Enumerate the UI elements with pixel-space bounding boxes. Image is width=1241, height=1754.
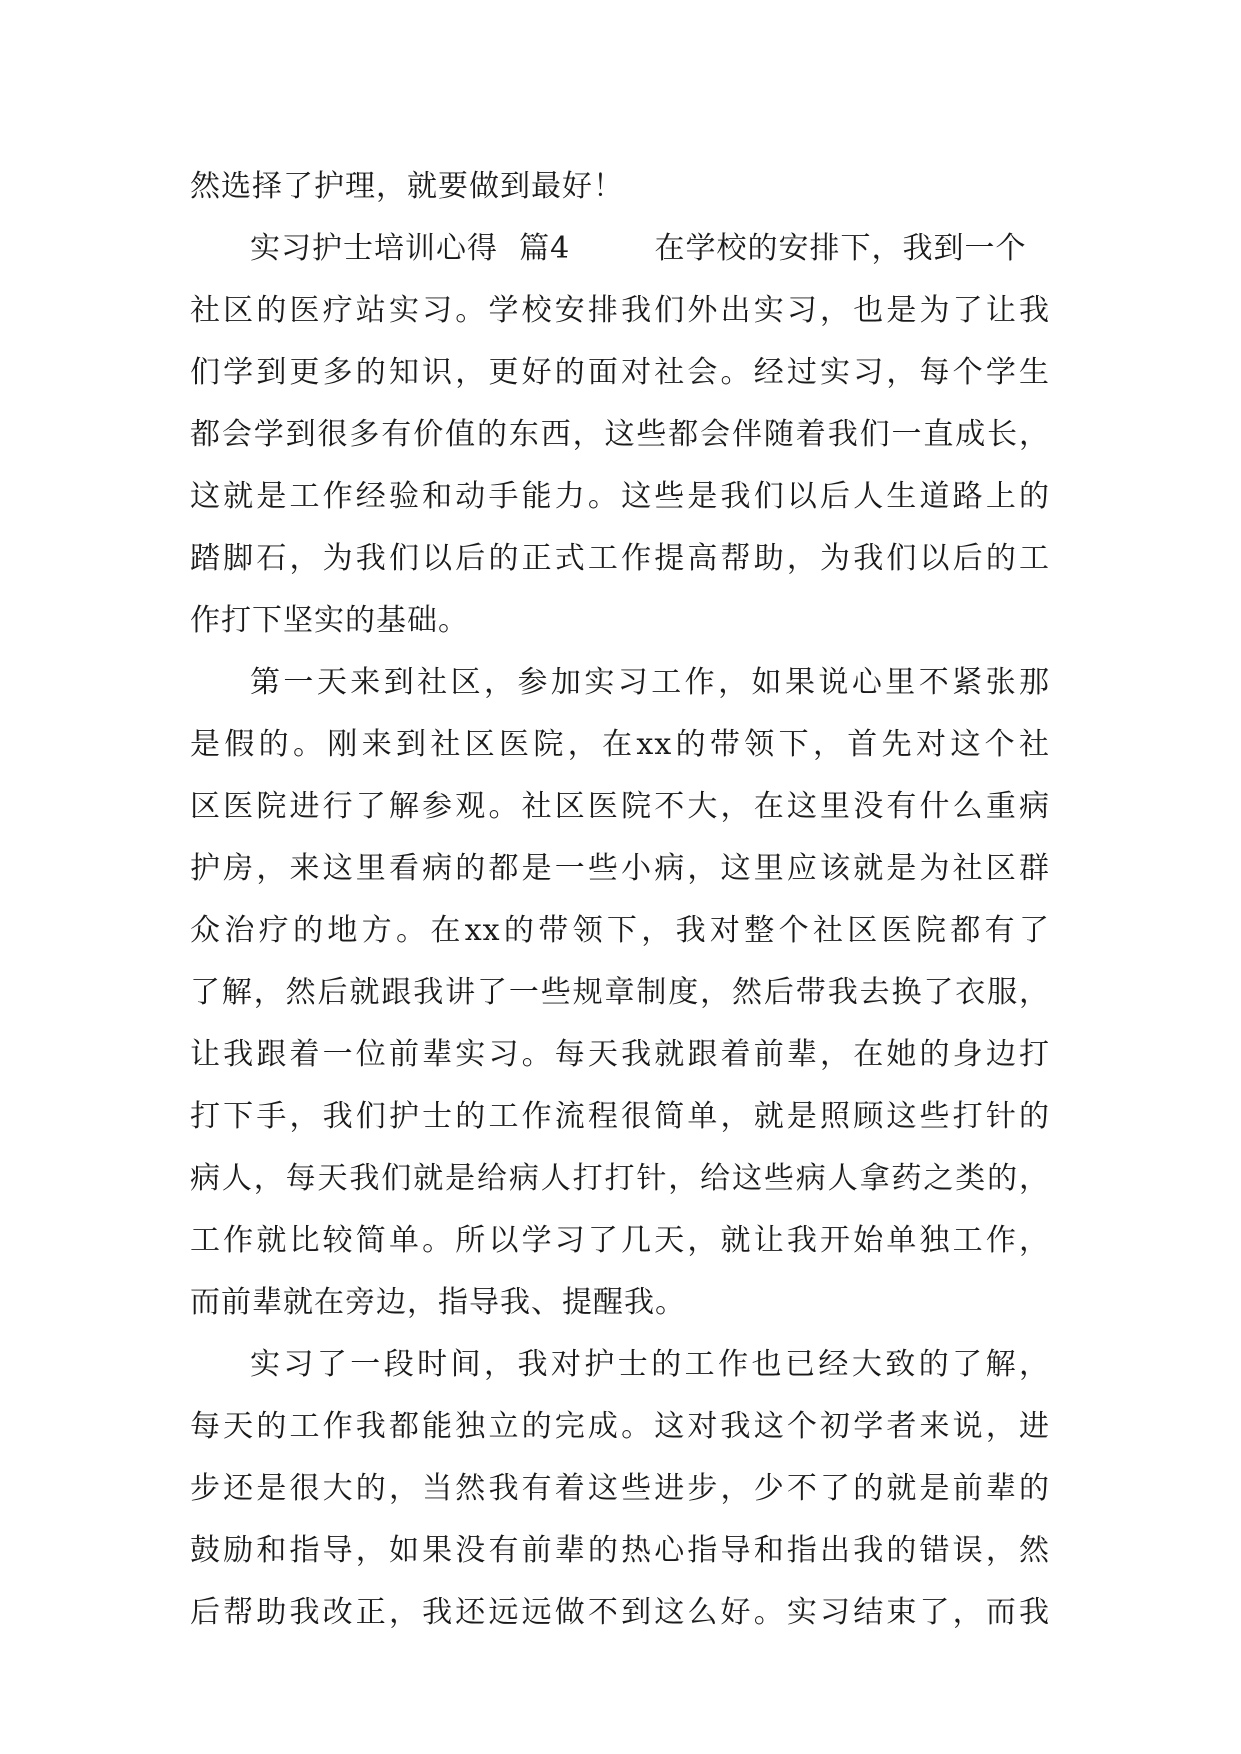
text-line: 社区的医疗站实习。学校安排我们外出实习，也是为了让我 [190, 293, 1050, 328]
text-line: 众治疗的地方。在xx的带领下，我对整个社区医院都有了 [190, 913, 1050, 948]
text-line: 然选择了护理，就要做到最好！ [190, 169, 624, 204]
text-line: 这就是工作经验和动手能力。这些是我们以后人生道路上的 [190, 479, 1050, 514]
text-line: 区医院进行了解参观。社区医院不大，在这里没有什么重病 [190, 789, 1050, 824]
paragraph-start-line: 第一天来到社区，参加实习工作，如果说心里不紧张那 [250, 665, 1050, 700]
text-line: 踏脚石，为我们以后的正式工作提高帮助，为我们以后的工 [190, 541, 1050, 576]
text-line: 们学到更多的知识，更好的面对社会。经过实习，每个学生 [190, 355, 1050, 390]
paragraph-start-line: 实习了一段时间，我对护士的工作也已经大致的了解， [250, 1347, 1050, 1382]
text-line: 都会学到很多有价值的东西，这些都会伴随着我们一直成长， [190, 417, 1050, 452]
text-line: 让我跟着一位前辈实习。每天我就跟着前辈，在她的身边打 [190, 1037, 1050, 1072]
text-line: 而前辈就在旁边，指导我、提醒我。 [190, 1285, 686, 1320]
text-line: 打下手，我们护士的工作流程很简单，就是照顾这些打针的 [190, 1099, 1050, 1134]
text-line: 护房，来这里看病的都是一些小病，这里应该就是为社区群 [190, 851, 1050, 886]
section-heading-line: 实习护士培训心得 篇4 在学校的安排下，我到一个 [250, 231, 1027, 266]
text-line: 每天的工作我都能独立的完成。这对我这个初学者来说，进 [190, 1409, 1050, 1444]
text-line: 病人，每天我们就是给病人打打针，给这些病人拿药之类的， [190, 1161, 1050, 1196]
text-line: 工作就比较简单。所以学习了几天，就让我开始单独工作， [190, 1223, 1050, 1258]
text-line: 了解，然后就跟我讲了一些规章制度，然后带我去换了衣服， [190, 975, 1050, 1010]
text-line: 后帮助我改正，我还远远做不到这么好。实习结束了，而我 [190, 1595, 1050, 1630]
text-line: 作打下坚实的基础。 [190, 603, 469, 638]
document-body [190, 156, 1050, 1644]
text-line: 是假的。刚来到社区医院，在xx的带领下，首先对这个社 [190, 727, 1050, 762]
text-line: 鼓励和指导，如果没有前辈的热心指导和指出我的错误，然 [190, 1533, 1050, 1568]
text-line: 步还是很大的，当然我有着这些进步，少不了的就是前辈的 [190, 1471, 1050, 1506]
